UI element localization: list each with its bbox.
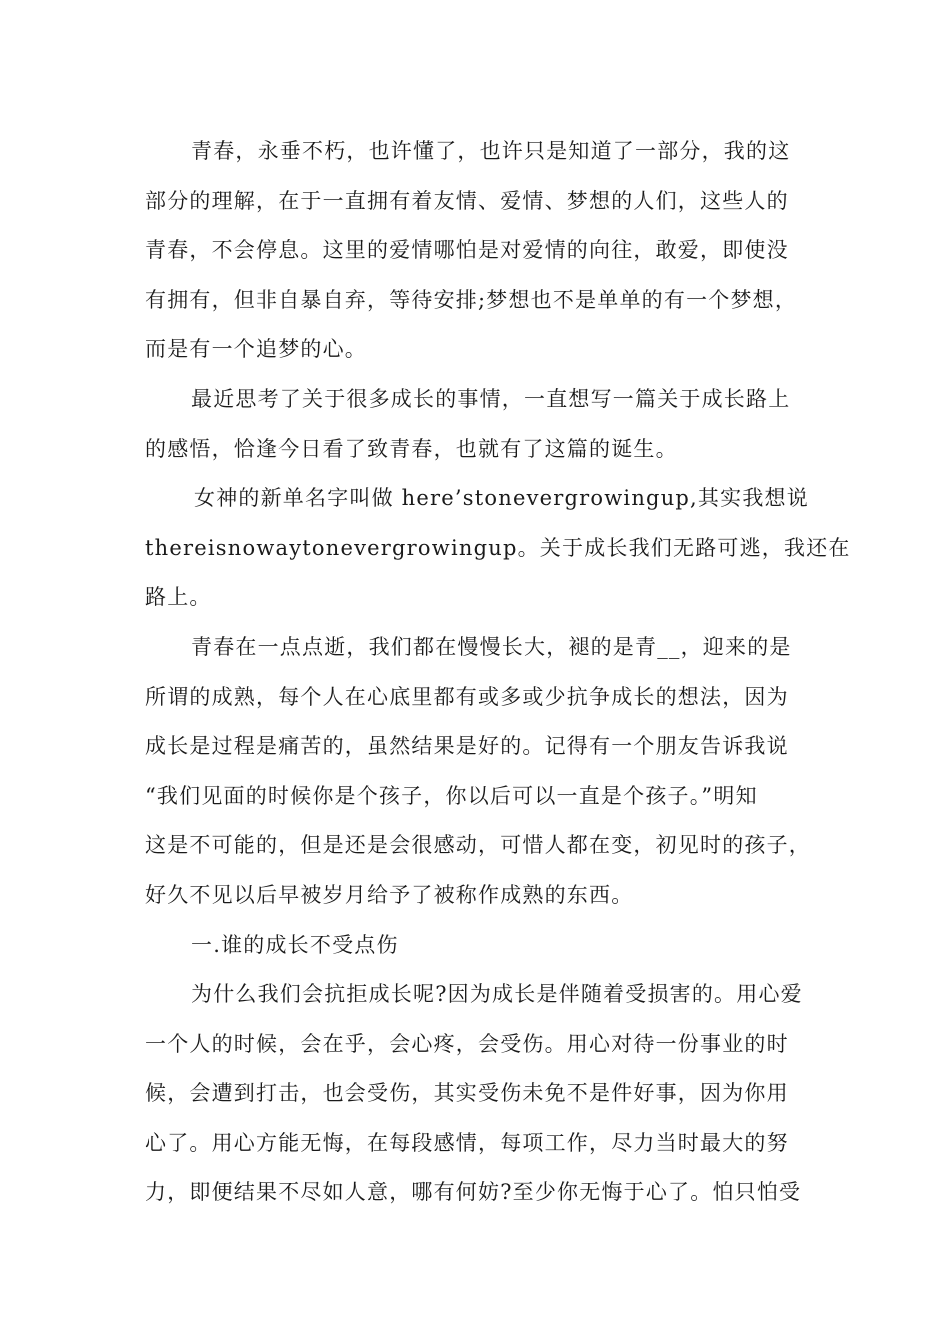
text-line: 青春，不会停息。这里的爱情哪怕是对爱情的向往，敢爱，即使没 (145, 238, 789, 263)
text-line: 心了。用心方能无悔，在每段感情，每项工作，尽力当时最大的努 (145, 1130, 789, 1155)
text-line: 所谓的成熟，每个人在心底里都有或多或少抗争成长的想法，因为 (145, 684, 789, 709)
text-line: 候，会遭到打击，也会受伤，其实受伤未免不是件好事，因为你用 (145, 1081, 789, 1106)
document-body (145, 127, 851, 1218)
text-line: 为什么我们会抗拒成长呢?因为成长是伴随着受损害的。用心爱 (191, 982, 803, 1007)
text-line: 部分的理解，在于一直拥有着友情、爱情、梦想的人们，这些人的 (145, 188, 789, 213)
text-line: 一个人的时候，会在乎，会心疼，会受伤。用心对待一份事业的时 (145, 1031, 789, 1056)
text-line: 的感悟，恰逢今日看了致青春，也就有了这篇的诞生。 (145, 436, 678, 461)
text-line: 成长是过程是痛苦的，虽然结果是好的。记得有一个朋友告诉我说 (145, 734, 789, 759)
text-line: 力，即便结果不尽如人意，哪有何妨?至少你无悔于心了。怕只怕受 (145, 1180, 802, 1205)
text-line: 女神的新单名字叫做 here’stonevergrowingup,其实我想说 (194, 486, 809, 511)
text-line: 而是有一个追梦的心。 (145, 337, 367, 362)
text-line: “我们见面的时候你是个孩子，你以后可以一直是个孩子。”明知 (145, 783, 758, 808)
text-line: 青春在一点点逝，我们都在慢慢长大，褪的是青__，迎来的是 (191, 634, 792, 659)
text-line: 青春，永垂不朽，也许懂了，也许只是知道了一部分，我的这 (191, 139, 791, 163)
text-line: 这是不可能的，但是还是会很感动，可惜人都在变，初见时的孩子， (145, 833, 811, 858)
text-line: 最近思考了关于很多成长的事情，一直想写一篇关于成长路上 (191, 386, 791, 411)
text-line: 路上。 (145, 585, 212, 610)
text-line: 好久不见以后早被岁月给予了被称作成熟的东西。 (145, 882, 634, 907)
text-line: 有拥有，但非自暴自弃，等待安排;梦想也不是单单的有一个梦想， (145, 287, 798, 312)
section-heading: 一.谁的成长不受点伤 (191, 932, 399, 957)
text-line: thereisnowaytonevergrowingup。关于成长我们无路可逃，我还在 (145, 535, 851, 560)
